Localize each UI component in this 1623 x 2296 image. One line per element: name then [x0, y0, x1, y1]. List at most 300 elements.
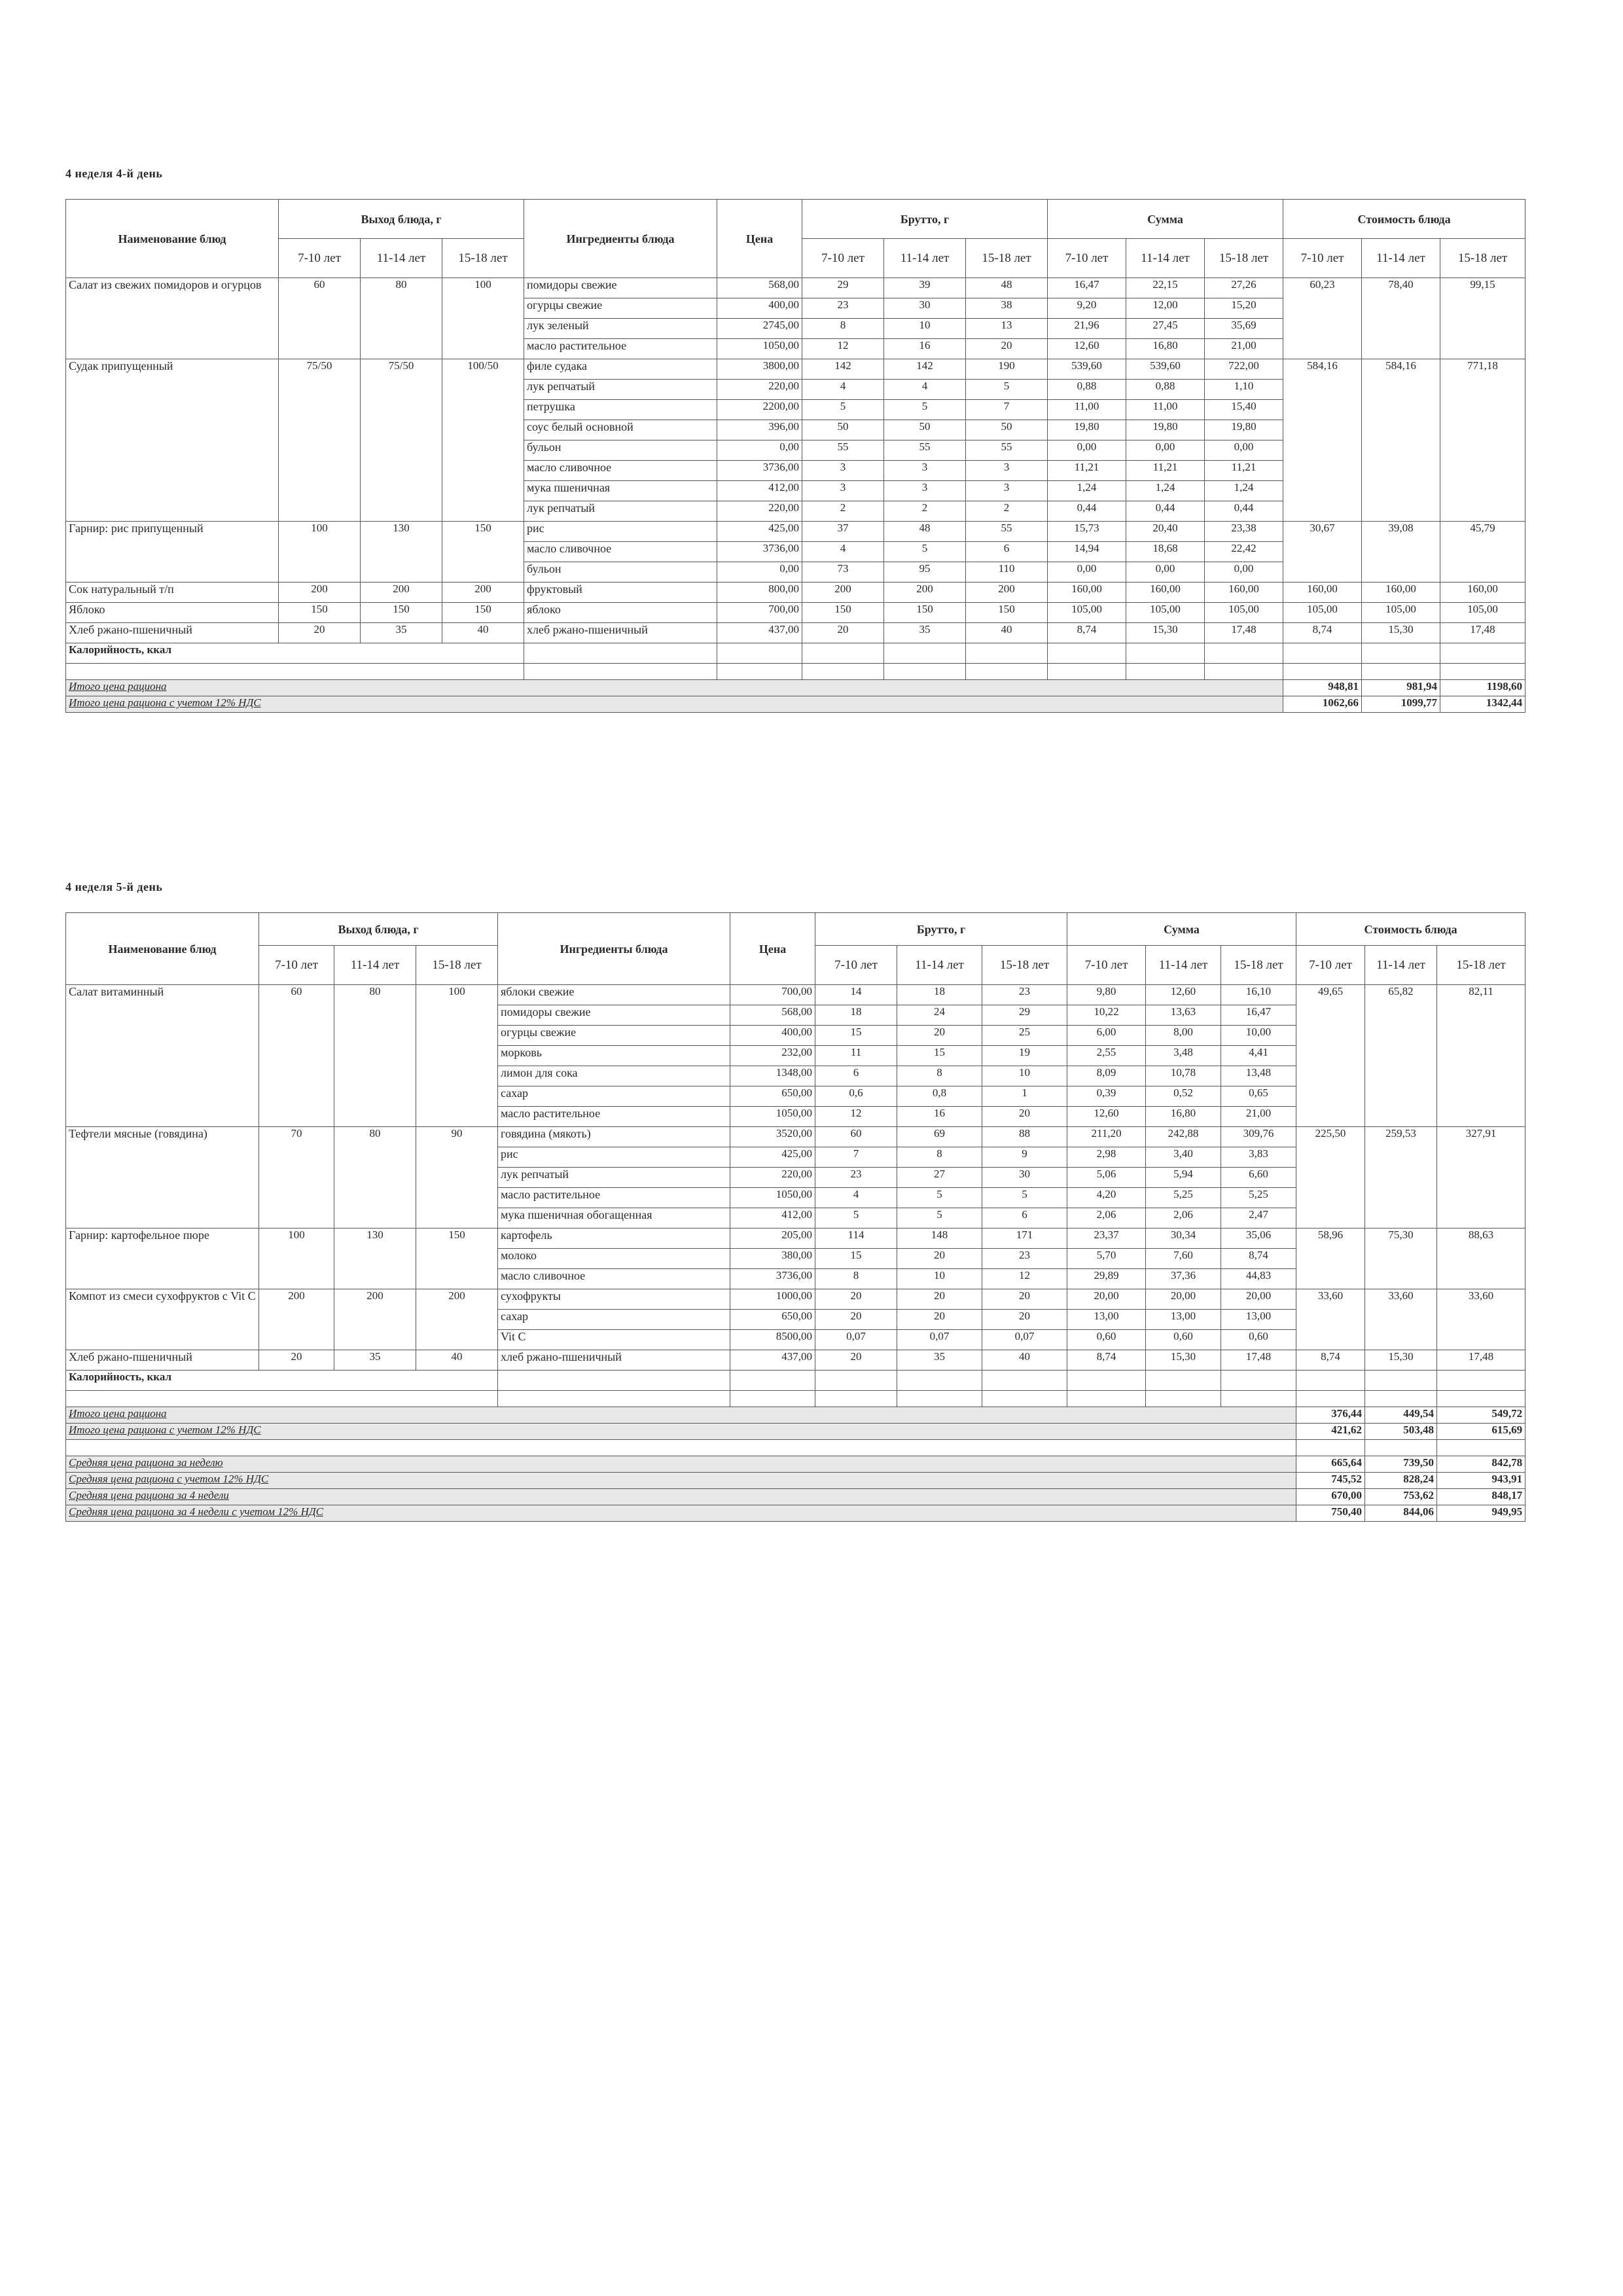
gross-value: 50 — [966, 420, 1048, 440]
gross-value: 38 — [966, 298, 1048, 319]
table-row — [66, 985, 1525, 1005]
gross-value: 15 — [897, 1046, 982, 1066]
dish-name: Судак припущенный — [66, 359, 279, 522]
sum-value: 5,94 — [1146, 1168, 1221, 1188]
gross-value: 148 — [897, 1229, 982, 1249]
table-row — [66, 603, 1525, 623]
total-label: Итого цена рациона с учетом 12% НДС — [66, 1424, 1296, 1440]
sum-value: 17,48 — [1205, 623, 1283, 643]
sum-value: 12,60 — [1048, 339, 1126, 359]
sum-value: 160,00 — [1048, 583, 1126, 603]
sum-value: 23,38 — [1205, 522, 1283, 542]
sum-value: 11,00 — [1126, 400, 1205, 420]
dish-cost: 225,50 — [1296, 1127, 1365, 1229]
ingredient-price: 2200,00 — [717, 400, 802, 420]
average-row — [66, 1489, 1525, 1505]
gross-value: 8 — [897, 1066, 982, 1086]
total-value: 1342,44 — [1440, 696, 1525, 713]
dish-cost: 327,91 — [1437, 1127, 1525, 1229]
day4-section — [65, 167, 1525, 713]
calories-row — [66, 1371, 1525, 1391]
day5-section — [65, 880, 1525, 1522]
header-age-15-18: 15-18 лет — [966, 239, 1048, 278]
total-label: Итого цена рациона — [66, 1407, 1296, 1424]
gross-value: 19 — [982, 1046, 1067, 1066]
sum-value: 35,69 — [1205, 319, 1283, 339]
gross-value: 1 — [982, 1086, 1067, 1107]
sum-value: 18,68 — [1126, 542, 1205, 562]
sum-value: 29,89 — [1067, 1269, 1146, 1289]
average-value: 739,50 — [1365, 1456, 1437, 1473]
ingredient-name: яблоки свежие — [498, 985, 730, 1005]
sum-value: 8,74 — [1067, 1350, 1146, 1371]
total-value: 449,54 — [1365, 1407, 1437, 1424]
ingredient-name: говядина (мякоть) — [498, 1127, 730, 1147]
dish-output: 150 — [442, 603, 524, 623]
gross-value: 114 — [815, 1229, 897, 1249]
day5-title: 4 неделя 5-й день — [65, 880, 163, 893]
gross-value: 171 — [982, 1229, 1067, 1249]
sum-value: 19,80 — [1048, 420, 1126, 440]
ingredient-name: лук репчатый — [498, 1168, 730, 1188]
total-value: 1062,66 — [1283, 696, 1362, 713]
total-label: Итого цена рациона с учетом 12% НДС — [66, 696, 1283, 713]
sum-value: 20,00 — [1146, 1289, 1221, 1310]
sum-value: 1,24 — [1205, 481, 1283, 501]
ingredient-name: помидоры свежие — [524, 278, 717, 298]
header-age-7-10: 7-10 лет — [1296, 946, 1365, 985]
ingredient-price: 700,00 — [730, 985, 815, 1005]
header-age-7-10: 7-10 лет — [279, 239, 361, 278]
ingredient-name: рис — [524, 522, 717, 542]
ingredient-name: лук зеленый — [524, 319, 717, 339]
gross-value: 150 — [884, 603, 966, 623]
dish-name: Компот из смеси сухофруктов с Vit C — [66, 1289, 259, 1350]
ingredient-price: 0,00 — [717, 440, 802, 461]
header-age-11-14: 11-14 лет — [1146, 946, 1221, 985]
dish-name: Хлеб ржано-пшеничный — [66, 623, 279, 643]
average-label: Средняя цена рациона за неделю — [66, 1456, 1296, 1473]
dish-cost: 78,40 — [1362, 278, 1440, 359]
gross-value: 150 — [966, 603, 1048, 623]
sum-value: 16,80 — [1126, 339, 1205, 359]
gross-value: 7 — [966, 400, 1048, 420]
header-age-15-18: 15-18 лет — [1440, 239, 1525, 278]
dish-output: 100 — [416, 985, 498, 1127]
ingredient-price: 380,00 — [730, 1249, 815, 1269]
gross-value: 110 — [966, 562, 1048, 583]
sum-value: 37,36 — [1146, 1269, 1221, 1289]
gross-value: 2 — [802, 501, 884, 522]
gross-value: 55 — [884, 440, 966, 461]
sum-value: 2,47 — [1221, 1208, 1296, 1229]
dish-cost: 105,00 — [1440, 603, 1525, 623]
sum-value: 242,88 — [1146, 1127, 1221, 1147]
total-value: 503,48 — [1365, 1424, 1437, 1440]
ingredient-price: 425,00 — [717, 522, 802, 542]
gross-value: 20 — [982, 1310, 1067, 1330]
dish-cost: 82,11 — [1437, 985, 1525, 1127]
gross-value: 20 — [897, 1026, 982, 1046]
header-age-7-10: 7-10 лет — [1067, 946, 1146, 985]
gross-value: 142 — [884, 359, 966, 380]
sum-value: 160,00 — [1205, 583, 1283, 603]
dish-output: 200 — [259, 1289, 334, 1350]
header-age-11-14: 11-14 лет — [1362, 239, 1440, 278]
ingredient-name: яблоко — [524, 603, 717, 623]
sum-value: 9,20 — [1048, 298, 1126, 319]
average-label: Средняя цена рациона за 4 недели — [66, 1489, 1296, 1505]
ingredient-price: 2745,00 — [717, 319, 802, 339]
dish-output: 80 — [361, 278, 442, 359]
gross-value: 200 — [802, 583, 884, 603]
table-row — [66, 359, 1525, 380]
gross-value: 20 — [802, 623, 884, 643]
average-value: 943,91 — [1437, 1473, 1525, 1489]
sum-value: 1,24 — [1048, 481, 1126, 501]
sum-value: 0,00 — [1048, 562, 1126, 583]
total-value: 948,81 — [1283, 680, 1362, 696]
sum-value: 13,00 — [1067, 1310, 1146, 1330]
ingredient-name: бульон — [524, 562, 717, 583]
gross-value: 16 — [897, 1107, 982, 1127]
gross-value: 0,8 — [897, 1086, 982, 1107]
header-age-7-10: 7-10 лет — [815, 946, 897, 985]
ingredient-price: 650,00 — [730, 1086, 815, 1107]
sum-value: 8,74 — [1048, 623, 1126, 643]
total-value: 1198,60 — [1440, 680, 1525, 696]
header-age-15-18: 15-18 лет — [1221, 946, 1296, 985]
sum-value: 22,42 — [1205, 542, 1283, 562]
sum-value: 21,00 — [1205, 339, 1283, 359]
gross-value: 20 — [897, 1310, 982, 1330]
gross-value: 5 — [802, 400, 884, 420]
header-age-7-10: 7-10 лет — [259, 946, 334, 985]
average-label: Средняя цена рациона с учетом 12% НДС — [66, 1473, 1296, 1489]
sum-value: 10,00 — [1221, 1026, 1296, 1046]
dish-output: 20 — [279, 623, 361, 643]
gross-value: 5 — [884, 542, 966, 562]
gross-value: 4 — [815, 1188, 897, 1208]
dish-cost: 17,48 — [1437, 1350, 1525, 1371]
ingredient-price: 3736,00 — [717, 461, 802, 481]
gross-value: 3 — [966, 461, 1048, 481]
gross-value: 2 — [884, 501, 966, 522]
ingredient-name: хлеб ржано-пшеничный — [524, 623, 717, 643]
total-value: 549,72 — [1437, 1407, 1525, 1424]
average-value: 949,95 — [1437, 1505, 1525, 1522]
sum-value: 0,60 — [1146, 1330, 1221, 1350]
dish-output: 90 — [416, 1127, 498, 1229]
average-label: Средняя цена рациона за 4 недели с учетом 12% НДС — [66, 1505, 1296, 1522]
sum-value: 12,00 — [1126, 298, 1205, 319]
gross-value: 4 — [802, 542, 884, 562]
sum-value: 0,44 — [1126, 501, 1205, 522]
sum-value: 0,88 — [1048, 380, 1126, 400]
gross-value: 55 — [966, 522, 1048, 542]
table-row — [66, 278, 1525, 298]
gross-value: 20 — [815, 1310, 897, 1330]
dish-cost: 105,00 — [1283, 603, 1362, 623]
sum-value: 5,06 — [1067, 1168, 1146, 1188]
ingredient-name: огурцы свежие — [498, 1026, 730, 1046]
dish-name: Гарнир: картофельное пюре — [66, 1229, 259, 1289]
ingredient-price: 650,00 — [730, 1310, 815, 1330]
dish-output: 80 — [334, 1127, 416, 1229]
gross-value: 20 — [815, 1289, 897, 1310]
sum-value: 13,63 — [1146, 1005, 1221, 1026]
sum-value: 12,60 — [1067, 1107, 1146, 1127]
dish-output: 40 — [442, 623, 524, 643]
gross-value: 6 — [966, 542, 1048, 562]
dish-output: 80 — [334, 985, 416, 1127]
sum-value: 0,60 — [1067, 1330, 1146, 1350]
table-row — [66, 1229, 1525, 1249]
sum-value: 0,00 — [1205, 562, 1283, 583]
gross-value: 25 — [982, 1026, 1067, 1046]
sum-value: 5,25 — [1221, 1188, 1296, 1208]
ingredient-price: 1000,00 — [730, 1289, 815, 1310]
table-row — [66, 623, 1525, 643]
header-output: Выход блюда, г — [279, 200, 524, 239]
dish-cost: 15,30 — [1362, 623, 1440, 643]
dish-output: 60 — [279, 278, 361, 359]
gross-value: 20 — [897, 1289, 982, 1310]
dish-cost: 160,00 — [1283, 583, 1362, 603]
sum-value: 2,06 — [1146, 1208, 1221, 1229]
sum-value: 15,30 — [1126, 623, 1205, 643]
ingredient-price: 3736,00 — [730, 1269, 815, 1289]
spacer-row — [66, 664, 1525, 680]
average-row — [66, 1473, 1525, 1489]
gross-value: 30 — [884, 298, 966, 319]
dish-name: Яблоко — [66, 603, 279, 623]
sum-value: 15,73 — [1048, 522, 1126, 542]
gross-value: 30 — [982, 1168, 1067, 1188]
gross-value: 5 — [982, 1188, 1067, 1208]
total-row — [66, 1407, 1525, 1424]
ingredient-price: 412,00 — [717, 481, 802, 501]
gross-value: 8 — [802, 319, 884, 339]
average-value: 665,64 — [1296, 1456, 1365, 1473]
total-value: 981,94 — [1362, 680, 1440, 696]
sum-value: 309,76 — [1221, 1127, 1296, 1147]
sum-value: 1,10 — [1205, 380, 1283, 400]
dish-output: 200 — [361, 583, 442, 603]
sum-value: 16,10 — [1221, 985, 1296, 1005]
ingredient-price: 400,00 — [730, 1026, 815, 1046]
sum-value: 9,80 — [1067, 985, 1146, 1005]
gross-value: 23 — [815, 1168, 897, 1188]
gross-value: 190 — [966, 359, 1048, 380]
dish-cost: 8,74 — [1283, 623, 1362, 643]
ingredient-price: 700,00 — [717, 603, 802, 623]
gross-value: 48 — [884, 522, 966, 542]
dish-cost: 58,96 — [1296, 1229, 1365, 1289]
total-label: Итого цена рациона — [66, 680, 1283, 696]
ingredient-price: 8500,00 — [730, 1330, 815, 1350]
dish-cost: 105,00 — [1362, 603, 1440, 623]
header-dish-cost: Стоимость блюда — [1283, 200, 1525, 239]
ingredient-name: фруктовый — [524, 583, 717, 603]
dish-cost: 160,00 — [1440, 583, 1525, 603]
dish-cost: 33,60 — [1437, 1289, 1525, 1350]
sum-value: 3,83 — [1221, 1147, 1296, 1168]
sum-value: 0,00 — [1126, 440, 1205, 461]
sum-value: 13,48 — [1221, 1066, 1296, 1086]
dish-cost: 17,48 — [1440, 623, 1525, 643]
ingredient-price: 1050,00 — [730, 1107, 815, 1127]
average-value: 828,24 — [1365, 1473, 1437, 1489]
gross-value: 18 — [815, 1005, 897, 1026]
dish-output: 35 — [361, 623, 442, 643]
dish-output: 100/50 — [442, 359, 524, 522]
gross-value: 12 — [815, 1107, 897, 1127]
sum-value: 19,80 — [1126, 420, 1205, 440]
sum-value: 15,20 — [1205, 298, 1283, 319]
sum-value: 5,70 — [1067, 1249, 1146, 1269]
average-value: 848,17 — [1437, 1489, 1525, 1505]
sum-value: 0,52 — [1146, 1086, 1221, 1107]
sum-value: 8,09 — [1067, 1066, 1146, 1086]
sum-value: 539,60 — [1048, 359, 1126, 380]
ingredient-name: мука пшеничная — [524, 481, 717, 501]
dish-name: Тефтели мясные (говядина) — [66, 1127, 259, 1229]
gross-value: 20 — [982, 1107, 1067, 1127]
sum-value: 11,21 — [1048, 461, 1126, 481]
total-value: 376,44 — [1296, 1407, 1365, 1424]
gross-value: 60 — [815, 1127, 897, 1147]
gross-value: 5 — [966, 380, 1048, 400]
header-sum: Сумма — [1067, 913, 1296, 946]
sum-value: 0,00 — [1126, 562, 1205, 583]
gross-value: 5 — [884, 400, 966, 420]
gross-value: 73 — [802, 562, 884, 583]
gross-value: 40 — [982, 1350, 1067, 1371]
ingredient-name: масло сливочное — [524, 542, 717, 562]
dish-output: 100 — [279, 522, 361, 583]
gross-value: 13 — [966, 319, 1048, 339]
ingredient-price: 1050,00 — [730, 1188, 815, 1208]
gross-value: 3 — [802, 481, 884, 501]
dish-name: Салат витаминный — [66, 985, 259, 1127]
dish-cost: 99,15 — [1440, 278, 1525, 359]
gross-value: 3 — [884, 481, 966, 501]
gross-value: 23 — [982, 985, 1067, 1005]
dish-cost: 30,67 — [1283, 522, 1362, 583]
dish-output: 75/50 — [361, 359, 442, 522]
ingredient-name: лук репчатый — [524, 380, 717, 400]
gross-value: 23 — [982, 1249, 1067, 1269]
dish-output: 150 — [442, 522, 524, 583]
dish-output: 75/50 — [279, 359, 361, 522]
table-row — [66, 1289, 1525, 1310]
gross-value: 6 — [815, 1066, 897, 1086]
ingredient-name: сахар — [498, 1086, 730, 1107]
gross-value: 5 — [815, 1208, 897, 1229]
gross-value: 55 — [966, 440, 1048, 461]
sum-value: 11,21 — [1205, 461, 1283, 481]
dish-cost: 160,00 — [1362, 583, 1440, 603]
ingredient-price: 220,00 — [717, 380, 802, 400]
sum-value: 22,15 — [1126, 278, 1205, 298]
gross-value: 15 — [815, 1026, 897, 1046]
gross-value: 3 — [802, 461, 884, 481]
total-value: 421,62 — [1296, 1424, 1365, 1440]
sum-value: 0,44 — [1205, 501, 1283, 522]
gross-value: 95 — [884, 562, 966, 583]
dish-output: 200 — [442, 583, 524, 603]
gross-value: 20 — [982, 1289, 1067, 1310]
gross-value: 5 — [897, 1188, 982, 1208]
sum-value: 6,00 — [1067, 1026, 1146, 1046]
dish-name: Хлеб ржано-пшеничный — [66, 1350, 259, 1371]
sum-value: 27,26 — [1205, 278, 1283, 298]
dish-output: 60 — [259, 985, 334, 1127]
sum-value: 44,83 — [1221, 1269, 1296, 1289]
ingredient-name: рис — [498, 1147, 730, 1168]
dish-output: 130 — [361, 522, 442, 583]
sum-value: 20,00 — [1067, 1289, 1146, 1310]
sum-value: 4,41 — [1221, 1046, 1296, 1066]
gross-value: 7 — [815, 1147, 897, 1168]
gross-value: 16 — [884, 339, 966, 359]
sum-value: 105,00 — [1205, 603, 1283, 623]
sum-value: 30,34 — [1146, 1229, 1221, 1249]
sum-value: 2,55 — [1067, 1046, 1146, 1066]
ingredient-name: масло сливочное — [498, 1269, 730, 1289]
header-age-7-10: 7-10 лет — [1048, 239, 1126, 278]
gross-value: 55 — [802, 440, 884, 461]
sum-value: 11,00 — [1048, 400, 1126, 420]
sum-value: 160,00 — [1126, 583, 1205, 603]
dish-cost: 8,74 — [1296, 1350, 1365, 1371]
gross-value: 0,07 — [982, 1330, 1067, 1350]
dish-cost: 33,60 — [1365, 1289, 1437, 1350]
dish-output: 150 — [416, 1229, 498, 1289]
sum-value: 1,24 — [1126, 481, 1205, 501]
sum-value: 2,06 — [1067, 1208, 1146, 1229]
header-output: Выход блюда, г — [259, 913, 498, 946]
ingredient-name: картофель — [498, 1229, 730, 1249]
average-value: 753,62 — [1365, 1489, 1437, 1505]
dish-cost: 65,82 — [1365, 985, 1437, 1127]
table-row — [66, 1127, 1525, 1147]
header-gross: Брутто, г — [802, 200, 1048, 239]
dish-cost: 75,30 — [1365, 1229, 1437, 1289]
day5-table-body — [66, 985, 1525, 1522]
header-ingredients: Ингредиенты блюда — [498, 913, 730, 985]
sum-value: 16,47 — [1048, 278, 1126, 298]
ingredient-price: 437,00 — [730, 1350, 815, 1371]
gross-value: 24 — [897, 1005, 982, 1026]
sum-value: 2,98 — [1067, 1147, 1146, 1168]
sum-value: 21,96 — [1048, 319, 1126, 339]
dish-output: 200 — [416, 1289, 498, 1350]
sum-value: 27,45 — [1126, 319, 1205, 339]
ingredient-name: помидоры свежие — [498, 1005, 730, 1026]
header-age-11-14: 11-14 лет — [1126, 239, 1205, 278]
gross-value: 39 — [884, 278, 966, 298]
header-sum: Сумма — [1048, 200, 1283, 239]
ingredient-name: хлеб ржано-пшеничный — [498, 1350, 730, 1371]
sum-value: 21,00 — [1221, 1107, 1296, 1127]
total-row — [66, 680, 1525, 696]
ingredient-price: 3736,00 — [717, 542, 802, 562]
ingredient-price: 412,00 — [730, 1208, 815, 1229]
dish-cost: 49,65 — [1296, 985, 1365, 1127]
total-vat-row — [66, 696, 1525, 713]
